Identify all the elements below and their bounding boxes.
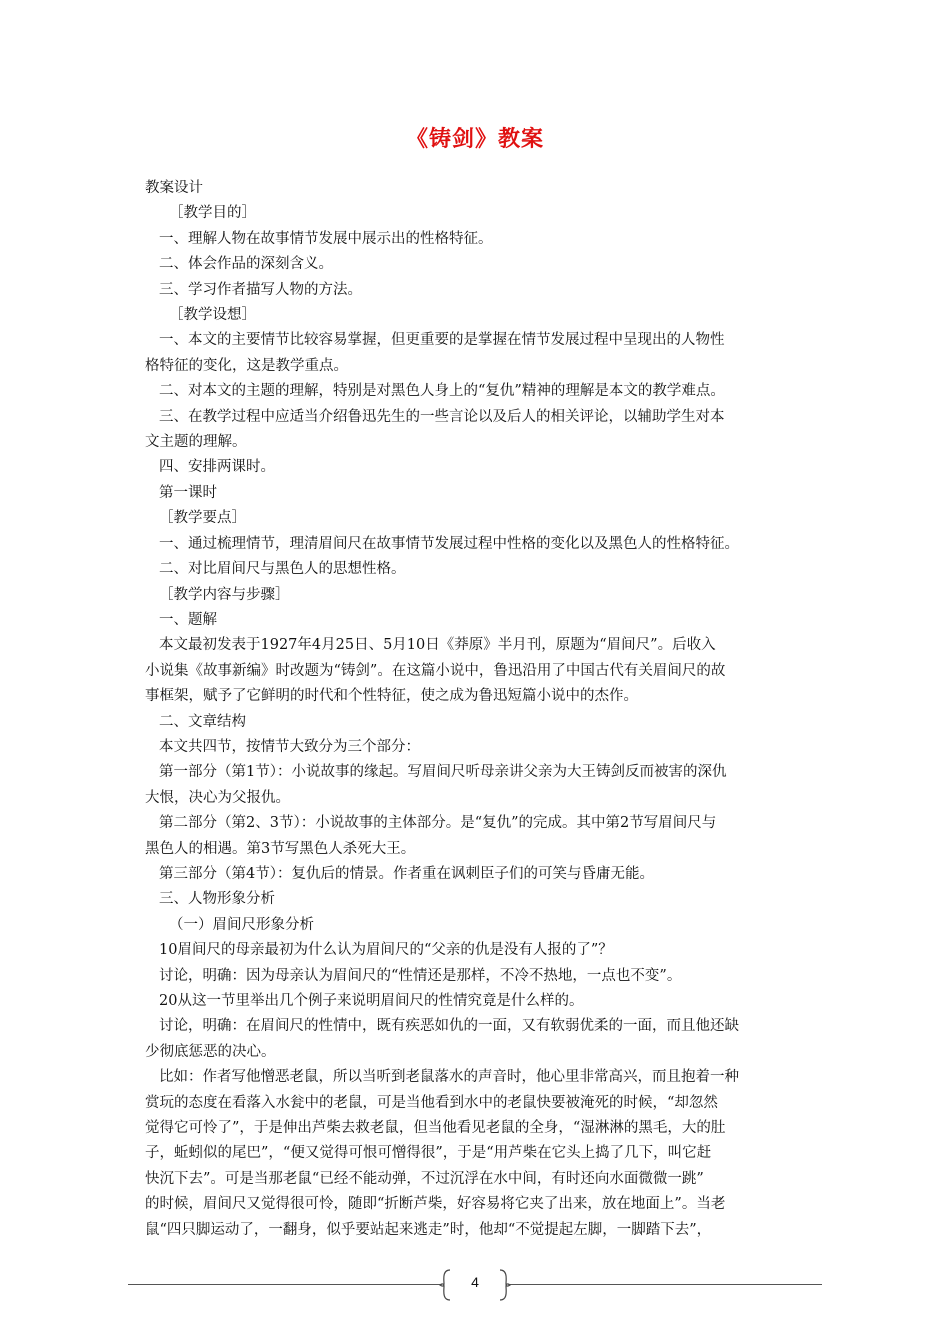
- text-line: ［教学设想］: [169, 307, 256, 324]
- text-line: 格特征的变化，这是教学重点。: [145, 357, 348, 374]
- text-line: 鼠“四只脚运动了，一翻身，似乎要站起来逃走”时，他却“不觉提起左脚，一脚踏下去”，: [145, 1221, 712, 1238]
- text-line: 10眉间尺的母亲最初为什么认为眉间尺的“父亲的仇是没有人报的了”？: [159, 942, 613, 959]
- text-line: 一、题解: [159, 611, 217, 628]
- text-line: ［教学目的］: [169, 205, 256, 222]
- footer-rule-left: [128, 1284, 440, 1285]
- text-line: 第三部分（第4节）：复仇后的情景。作者重在讽刺臣子们的可笑与昏庸无能。: [159, 865, 654, 882]
- text-line: 二、文章结构: [159, 713, 246, 730]
- text-line: 教案设计: [145, 180, 203, 196]
- text-line: ［教学内容与步骤］: [159, 586, 290, 603]
- footer-rule-right: [510, 1284, 822, 1285]
- text-line: 讨论，明确：在眉间尺的性情中，既有疾恶如仇的一面，又有软弱优柔的一面，而且他还缺: [159, 1018, 739, 1035]
- text-line: 快沉下去”。可是当那老鼠“已经不能动弹，不过沉浮在水中间，有时还向水面微微一跳”: [145, 1170, 704, 1187]
- text-line: ［教学要点］: [159, 510, 246, 527]
- page-number: 4: [471, 1274, 479, 1290]
- document-body: [145, 176, 821, 1243]
- text-line: 一、本文的主要情节比较容易掌握，但更重要的是掌握在情节发展过程中呈现出的人物性: [159, 332, 725, 349]
- text-line: 黑色人的相遇。第3节写黑色人杀死大王。: [145, 840, 416, 857]
- text-line: 的时候，眉间尺又觉得很可怜，随即“折断芦柴，好容易将它夹了出来，放在地面上”。当老: [145, 1196, 726, 1213]
- text-line: 一、理解人物在故事情节发展中展示出的性格特征。: [159, 230, 493, 247]
- text-line: 第一部分（第1节）：小说故事的缘起。写眉间尺听母亲讲父亲为大王铸剑反而被害的深仇: [159, 764, 727, 781]
- text-line: （一）眉间尺形象分析: [169, 916, 314, 933]
- text-line: 二、体会作品的深刻含义。: [159, 256, 333, 273]
- text-line: 二、对比眉间尺与黑色人的思想性格。: [159, 561, 406, 578]
- text-line: 二、对本文的主题的理解，特别是对黑色人身上的“复仇”精神的理解是本文的教学难点。: [159, 383, 725, 400]
- text-line: 比如：作者写他憎恶老鼠，所以当听到老鼠落水的声音时，他心里非常高兴，而且抱着一种: [159, 1069, 739, 1086]
- text-line: 三、人物形象分析: [159, 891, 275, 908]
- text-line: 大恨，决心为父报仇。: [145, 789, 290, 806]
- text-line: 本文最初发表于1927年4月25日、5月10日《莽原》半月刊，原题为“眉间尺”。后收入: [159, 637, 716, 654]
- text-line: 第一课时: [159, 484, 217, 501]
- page-footer: [128, 1268, 822, 1302]
- text-line: 文主题的理解。: [145, 434, 247, 451]
- text-line: 三、在教学过程中应适当介绍鲁迅先生的一些言论以及后人的相关评论，以辅助学生对本: [159, 408, 725, 425]
- text-line: 本文共四节，按情节大致分为三个部分：: [159, 738, 420, 755]
- text-line: 一、通过梳理情节，理清眉间尺在故事情节发展过程中性格的变化以及黑色人的性格特征。: [159, 535, 739, 552]
- text-line: 第二部分（第2、3节）：小说故事的主体部分。是“复仇”的完成。其中第2节写眉间尺与: [159, 815, 717, 832]
- text-line: 赏玩的态度在看落入水瓮中的老鼠，可是当他看到水中的老鼠快要被淹死的时候，“却忽然: [145, 1094, 718, 1111]
- text-line: 三、学习作者描写人物的方法。: [159, 281, 362, 298]
- text-line: 小说集《故事新编》时改题为“铸剑”。在这篇小说中，鲁迅沿用了中国古代有关眉间尺的故: [145, 662, 726, 679]
- text-line: 子，蚯蚓似的尾巴”，“便又觉得可恨可憎得很”，于是“用芦柴在它头上捣了几下，叫它赶: [145, 1145, 712, 1162]
- text-line: 觉得它可怜了”，于是伸出芦柴去救老鼠，但当他看见老鼠的全身，“湿淋淋的黑毛，大的肚: [145, 1120, 726, 1137]
- document-title: 《铸剑》教案: [405, 127, 544, 152]
- text-line: 事框架，赋予了它鲜明的时代和个性特征，使之成为鲁迅短篇小说中的杰作。: [145, 688, 638, 705]
- text-line: 少彻底惩恶的决心。: [145, 1043, 276, 1060]
- text-line: 讨论，明确：因为母亲认为眉间尺的“性情还是那样，不冷不热地，一点也不变”。: [159, 967, 682, 984]
- text-line: 四、安排两课时。: [159, 459, 275, 476]
- text-line: 20从这一节里举出几个例子来说明眉间尺的性情究竟是什么样的。: [159, 993, 584, 1009]
